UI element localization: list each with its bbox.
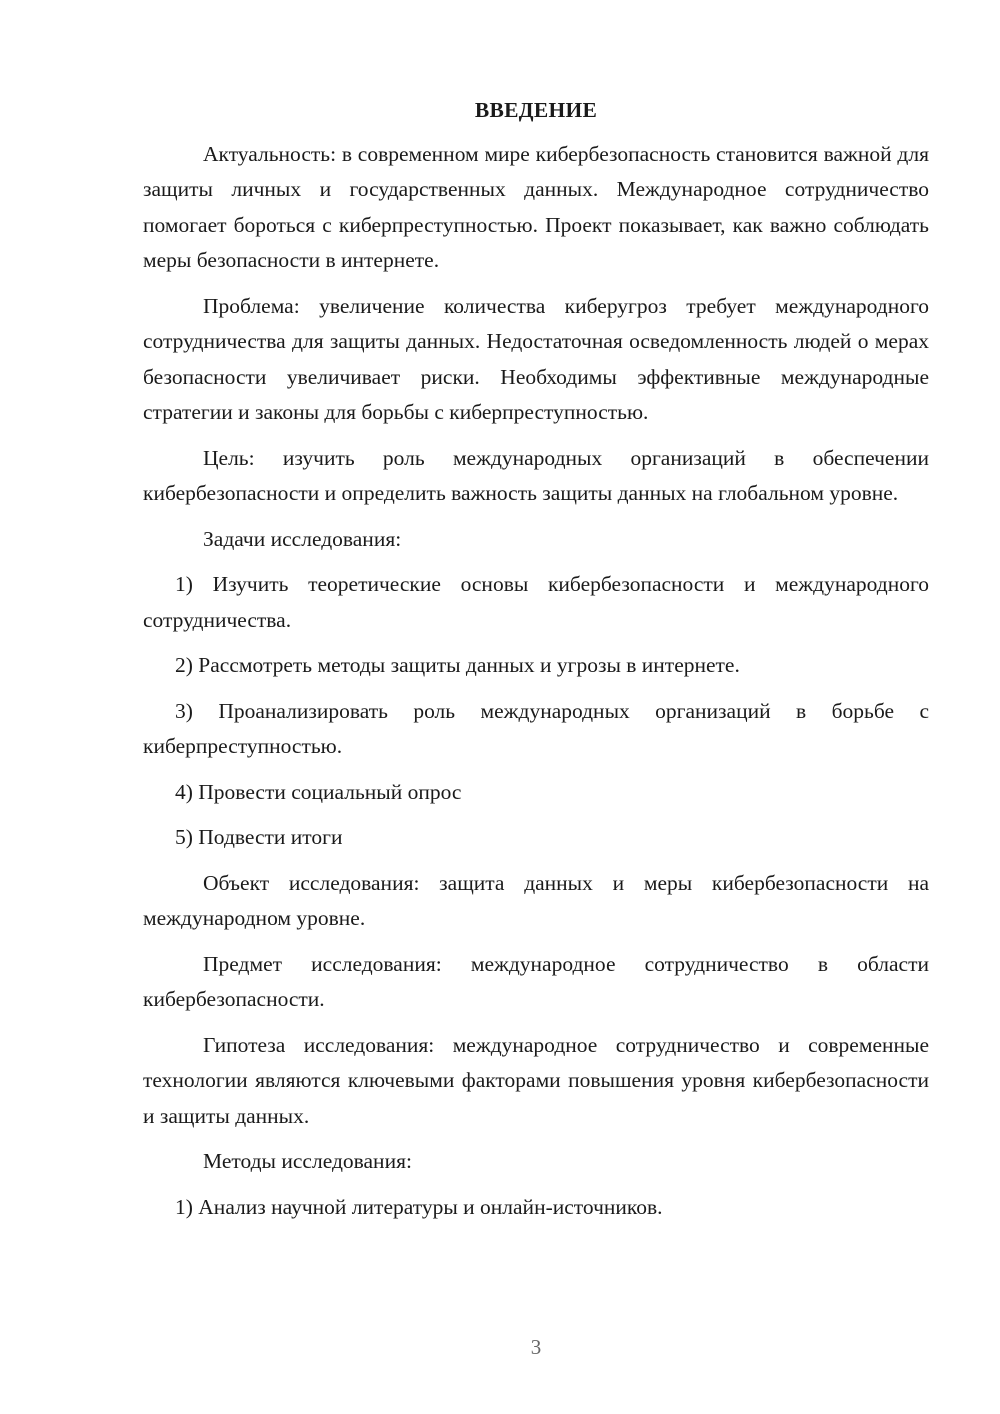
page-number: 3 [530, 1335, 542, 1359]
task-item: 1) Изучить теоретические основы кибербезопасности и международного сотрудничества. [143, 572, 929, 632]
task-item: 4) Провести социальный опрос [175, 779, 462, 804]
paragraph-hypothesis: Гипотеза исследования: международное сотрудничество и современные технологии являются ключевыми факторами повышения уровня кибербезопасности и защиты данных. [143, 1032, 929, 1128]
paragraph-relevance: Актуальность: в современном мире кибербезопасность становится важной для защиты личных и государственных данных. Международное сотрудничество помогает бороться с киберпреступностью. Проект показывает, как важно соблюдать меры безопасности в интернете. [143, 141, 929, 272]
paragraph-subject: Предмет исследования: международное сотрудничество в области кибербезопасности. [143, 951, 929, 1011]
paragraph-problem: Проблема: увеличение количества киберугроз требует международного сотрудничества для защиты данных. Недостаточная осведомленность людей о мерах безопасности увеличивает риски. Необходимы эффективные международные стратегии и законы для борьбы с киберпреступностью. [143, 293, 929, 424]
task-item: 5) Подвести итоги [175, 825, 343, 849]
method-item: 1) Анализ научной литературы и онлайн-источников. [175, 1194, 663, 1219]
section-heading: ВВЕДЕНИЕ [474, 98, 598, 122]
paragraph-object: Объект исследования: защита данных и меры кибербезопасности на международном уровне. [143, 870, 929, 930]
paragraph-methods-heading: Методы исследования: [203, 1149, 412, 1173]
paragraph-tasks-heading: Задачи исследования: [203, 526, 402, 551]
paragraph-goal: Цель: изучить роль международных организаций в обеспечении кибербезопасности и определить важность защиты данных на глобальном уровне. [143, 445, 929, 505]
task-item: 2) Рассмотреть методы защиты данных и угрозы в интернете. [175, 653, 740, 677]
task-item: 3) Проанализировать роль международных организаций в борьбе с киберпреступностью. [143, 698, 929, 758]
page-content [143, 93, 929, 1235]
